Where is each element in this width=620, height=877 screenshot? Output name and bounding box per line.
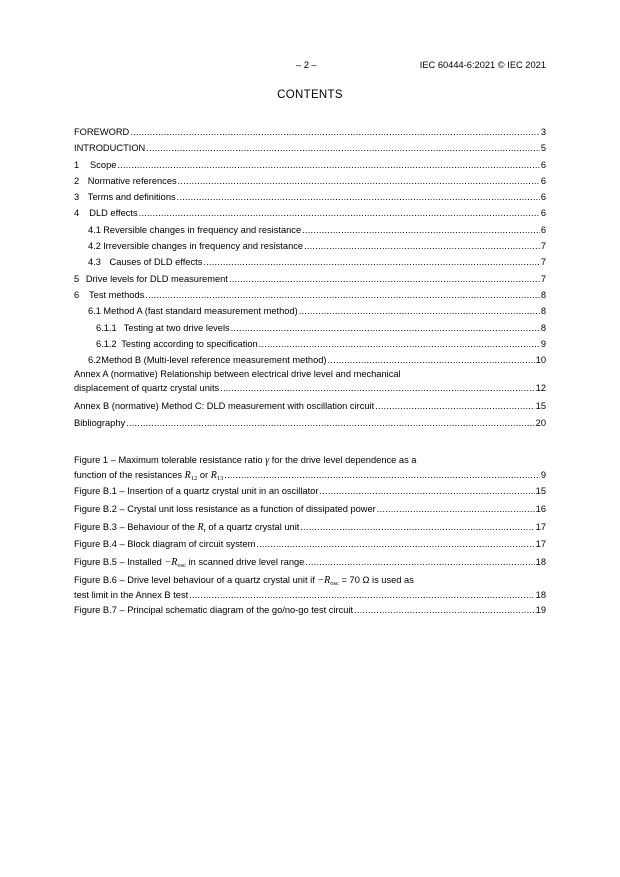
figure-entry-b5[interactable]: Figure B.5 – Installed $-R_{osc}$ in scanned drive level range ..... 18: [74, 554, 546, 572]
gamma-symbol: γ: [265, 455, 270, 467]
toc-entry-annex-a[interactable]: Annex A (normative) Relationship between electrical drive level and mechanical displacement of quartz crystal units ..... 12: [74, 368, 546, 395]
toc-entry-4-3[interactable]: 4.3 Causes of DLD effects ..... 7: [74, 254, 546, 270]
figure-entry-1[interactable]: Figure 1 – Maximum tolerable resistance ratio γ for the drive level dependence as a function of the resistances $R_{12}$ or $R_{13}$ ..... 9: [74, 453, 546, 483]
toc-entry-drive-levels[interactable]: 5 Drive levels for DLD measurement ..... 7: [74, 271, 546, 287]
figure-entry-b1[interactable]: Figure B.1 – Insertion of a quartz crystal unit in an oscillator ..... 15: [74, 483, 546, 501]
figure-entry-b2[interactable]: Figure B.2 – Crystal unit loss resistance as a function of dissipated power ..... 16: [74, 501, 546, 519]
table-of-contents: [74, 124, 546, 620]
toc-entry-annex-b[interactable]: Annex B (normative) Method C: DLD measurement with oscillation circuit ..... 15: [74, 398, 546, 414]
toc-entry-introduction[interactable]: INTRODUCTION ..... 5: [74, 140, 546, 156]
figure-entry-b3[interactable]: Figure B.3 – Behaviour of the $R_r$ of a quartz crystal unit ..... 17: [74, 519, 546, 537]
toc-entry-foreword[interactable]: FOREWORD ..... 3: [74, 124, 546, 140]
list-of-figures: [74, 453, 546, 620]
toc-entry-normative-references[interactable]: 2 Normative references ..... 6: [74, 173, 546, 189]
toc-entry-scope[interactable]: 1 Scope ..... 6: [74, 157, 546, 173]
toc-entry-4-2[interactable]: 4.2 Irreversible changes in frequency and resistance ..... 7: [74, 238, 546, 254]
toc-entry-test-methods[interactable]: 6 Test methods ..... 8: [74, 287, 546, 303]
toc-entry-6-1-2[interactable]: 6.1.2 Testing according to specification ..... 9: [74, 336, 546, 352]
figure-entry-b7[interactable]: Figure B.7 – Principal schematic diagram of the go/no-go test circuit ..... 19: [74, 602, 546, 620]
toc-entry-6-1[interactable]: 6.1 Method A (fast standard measurement method) ..... 8: [74, 303, 546, 319]
figure-entry-b6[interactable]: Figure B.6 – Drive level behaviour of a quartz crystal unit if $-R_{osc} = 70$ Ω is used as test limit in the Annex B test ..... 18: [74, 572, 546, 602]
figure-entry-b4[interactable]: Figure B.4 – Block diagram of circuit system ..... 17: [74, 536, 546, 554]
standard-reference: IEC 60444-6:2021 © IEC 2021: [419, 60, 546, 70]
toc-entry-terms[interactable]: 3 Terms and definitions ..... 6: [74, 189, 546, 205]
toc-entry-dld-effects[interactable]: 4 DLD effects ..... 6: [74, 205, 546, 221]
toc-entry-6-1-1[interactable]: 6.1.1 Testing at two drive levels ..... 8: [74, 320, 546, 336]
page-number: – 2 –: [296, 60, 317, 70]
page-header: [0, 60, 620, 74]
contents-heading: CONTENTS: [277, 89, 343, 101]
toc-entry-bibliography[interactable]: Bibliography ..... 20: [74, 415, 546, 431]
toc-entry-6-2[interactable]: 6.2 Method B (Multi-level reference measurement method) ..... 10: [74, 352, 546, 368]
toc-entry-4-1[interactable]: 4.1 Reversible changes in frequency and resistance ..... 6: [74, 222, 546, 238]
